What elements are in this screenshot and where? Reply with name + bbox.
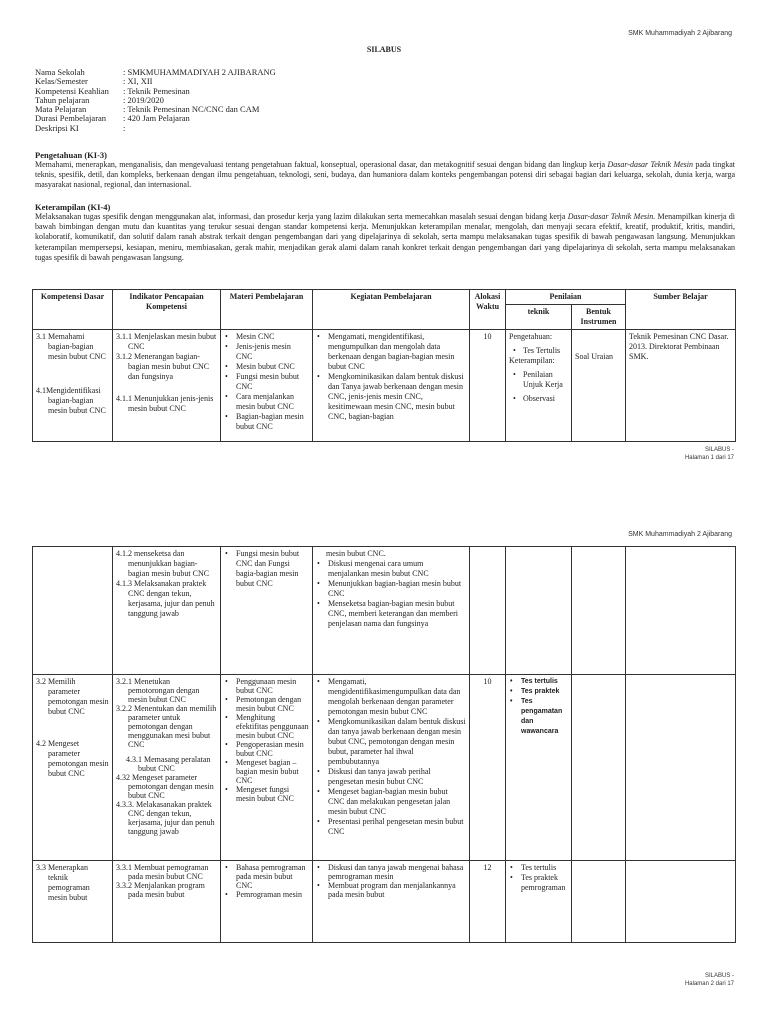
table-row: [33, 675, 736, 861]
teknik-item: • Penilaian Unjuk Kerja: [523, 370, 568, 390]
ipk-item: 4.1.1 Menunjukkan jenis-jenis mesin bubut CNC: [116, 394, 214, 413]
teknik-item: • Tes Tertulis: [523, 346, 568, 356]
materi-item: • Cara menjalankan mesin bubut CNC: [234, 392, 309, 412]
info-value: : 420 Jam Pelajaran: [123, 113, 190, 124]
teknik-cell: [506, 330, 572, 442]
bentuk-cell: [572, 675, 626, 861]
kegiatan-item: • Mengkomunikasikan dalam bentuk diskusi dan tanya jawab berkenaan dengan mesin bubut CNC, pemotongan dengan mesin bubut, parameter hal ihwal pembubutannya: [326, 717, 466, 767]
bentuk-cell: [572, 547, 626, 675]
info-label: Kelas/Semester: [35, 76, 88, 87]
kegiatan-cell: [313, 861, 470, 943]
document-page-1: [0, 0, 768, 480]
bentuk-cell: [572, 861, 626, 943]
table-row: [33, 330, 736, 442]
teknik-label: Pengetahuan:: [509, 332, 553, 341]
kegiatan-cell: [313, 675, 470, 861]
header-teknik: teknik: [506, 305, 572, 330]
materi-item: • Mesin bubut CNC: [234, 362, 309, 372]
materi-cell: [221, 547, 313, 675]
ipk-item: 3.1.2 Menerangan bagian-bagian mesin bubut CNC dan fungsinya: [116, 352, 210, 381]
materi-item: • Fungsi mesin bubut CNC dan Fungsi bagia-bagian mesin bubut CNC: [234, 549, 309, 589]
info-table: [35, 68, 276, 133]
ipk-item: 4.3.3. Melakasanakan praktek CNC dengan tekun, kerjasama, jujur dan penuh tanggung jawab: [116, 800, 215, 836]
ki3-italic: Dasar-dasar Teknik Mesin: [607, 160, 693, 169]
header-bentuk: Bentuk Instrumen: [572, 305, 626, 330]
teknik-item: • Tes praktek pemrograman: [519, 873, 568, 893]
materi-item: • Bahasa pemrograman pada mesin bubut CNC: [234, 863, 309, 890]
footer-label: SILABUS -: [704, 973, 734, 979]
materi-item: • Bagian-bagian mesin bubut CNC: [234, 412, 309, 432]
kegiatan-item: • Membuat program dan menjalankannya pada mesin bubut: [326, 881, 466, 899]
kd-cell: [33, 675, 113, 861]
kegiatan-item: • Diskusi mengenai cara umum menjalankan mesin bubut CNC: [326, 559, 466, 579]
header-penilaian: Penilaian: [506, 290, 626, 305]
materi-item: • Pemotongan dengan mesin bubut CNC: [234, 695, 309, 713]
kd-cell: [33, 330, 113, 442]
teknik-cell: [506, 547, 572, 675]
ki4-title: Keterampilan (KI-4): [35, 202, 111, 212]
bentuk-text: Soal Uraian: [575, 352, 613, 361]
alokasi-cell: 10: [470, 675, 506, 861]
header-ipk: Indikator Pencapaian Kompetensi: [113, 290, 221, 330]
document-title: SILABUS: [366, 45, 402, 54]
materi-item: • Mesin CNC: [234, 332, 309, 342]
kd-item: 4.2 Mengeset parameter pemotongan mesin bubut CNC: [36, 739, 109, 778]
ipk-item: 4.1.2 menseketsa dan menunjukkan bagian-bagian mesin bubut CNC: [116, 549, 210, 578]
page-footer: [685, 972, 734, 988]
teknik-item: • Tes tertulis: [519, 677, 568, 687]
kd-cell: [33, 547, 113, 675]
table-row: [33, 547, 736, 675]
header-kd: Kompetensi Dasar: [33, 290, 113, 330]
footer-page-number: Halaman 1 dari 17: [684, 455, 734, 461]
alokasi-cell: 12: [470, 861, 506, 943]
ipk-cell: [113, 330, 221, 442]
kegiatan-item: • Diskusi dan tanya jawab perihal pengesetan mesin bubut CNC: [326, 767, 466, 787]
materi-item: • Mengeset fungsi mesin bubut CNC: [234, 785, 309, 803]
kd-item: 3.1 Memahami bagian-bagian mesin bubut CNC: [36, 332, 106, 361]
ipk-cell: [113, 675, 221, 861]
kegiatan-item: • Presentasi perihal pengesetan mesin bubut CNC: [326, 817, 466, 837]
kd-cell: [33, 861, 113, 943]
header-sumber: Sumber Belajar: [626, 290, 736, 330]
footer-page-number: Halaman 2 dari 17: [684, 981, 734, 987]
materi-item: • Fungsi mesin bubut CNC: [234, 372, 309, 392]
info-label: Kompetensi Keahlian: [35, 85, 109, 96]
sumber-cell: [626, 547, 736, 675]
ipk-item: 4.1.3 Melaksanakan praktek CNC dengan tekun, kerjasama, jujur dan penuh tanggung jawab: [116, 579, 215, 618]
teknik-label: Keterampilan:: [509, 356, 555, 365]
document-page-2: [0, 520, 768, 1024]
materi-cell: [221, 330, 313, 442]
info-value: : XI, XII: [123, 76, 153, 87]
ki4-text-2: Menampilkan kinerja di bawah bimbingan dengan mutu dan kuantitas yang terukur sesuai dengan standar kompetensi kerja. Menunjukkan keterampilan menalar, mengolah, dan menyaji secara efektif, kreatif, produktif, kritis, mandiri, kolaboratif, komunikatif, dan solutif dalam ranah abstrak terkait dengan pengembangan dari yang dipelajarinya di sekolah, serta mampu melaksanakan tugas spesifik di bawah pengawasan langsung. Menunjukkan keterampilan mempersepsi, kesiapan, meniru, membiasakan, gerak mahir, menjadikan gerak alami dalam ranah konkret terkait dengan pengembangan dari yang dipelajarinya di sekolah, serta mampu melaksanakan tugas spesifik di bawah pengawasan langsung.: [35, 212, 736, 262]
info-value: : 2019/2020: [123, 94, 164, 105]
kegiatan-item: • Menunjukkan bagian-bagian mesin bubut CNC: [326, 579, 466, 599]
ipk-cell: [113, 861, 221, 943]
ipk-item: 3.2.2 Menentukan dan memilih parameter untuk pemotongan dengan menggunakan mesi bubut CNC: [116, 704, 217, 749]
syllabus-table: [32, 289, 736, 442]
page-footer: [685, 446, 734, 462]
materi-item: • Mengeset bagian – bagian mesin bubut CNC: [234, 758, 309, 785]
kd-item: 3.2 Memilih parameter pemotongan mesin bubut CNC: [36, 677, 109, 716]
teknik-item: • Tes pengamatan dan wawancara: [519, 697, 568, 737]
teknik-item: • Tes tertulis: [519, 863, 568, 873]
alokasi-cell: 10: [470, 330, 506, 442]
kegiatan-item: • Mengamati, mengidentifikasi, mengumpulkan dan mengolah data berkenaan dengan bagian-bagian mesin bubut CNC: [326, 332, 466, 372]
kd-item: 4.1Mengidentifikasi bagian-bagian mesin bubut CNC: [36, 386, 106, 415]
kegiatan-item: • Mengamati, mengidentifikasimengumpulkan data dan mengolah berkenaan dengan parameter pemotongan mesin bubut CNC: [326, 677, 466, 717]
page-gap: [0, 480, 768, 520]
ipk-item: 3.3.2 Menjalankan program pada mesin bubut: [116, 881, 205, 899]
teknik-cell: [506, 861, 572, 943]
ipk-item: 3.3.1 Membuat pemograman pada mesin bubut CNC: [116, 863, 209, 881]
ipk-cell: [113, 547, 221, 675]
ki3-text: Memahami, menerapkan, menganalisis, dan mengevaluasi tentang pengetahuan faktual, konseptual, operasional dasar, dan metakognitif sesuai dengan bidang dan lingkup kerja: [35, 160, 608, 169]
info-label: Nama Sekolah: [35, 67, 85, 77]
info-value: : Teknik Pemesinan: [123, 85, 190, 96]
table-row: [33, 861, 736, 943]
kegiatan-cell: [313, 547, 470, 675]
page-header: SMK Muhammadiyah 2 Ajibarang: [628, 531, 732, 538]
ipk-item: 3.2.1 Menetukan pemotorongan dengan mesin bubut CNC: [116, 677, 200, 704]
kegiatan-cell: [313, 330, 470, 442]
ki4-text: Melaksanakan tugas spesifik dengan menggunakan alat, informasi, dan prosedur kerja yang lazim dilakukan serta memecahkan masalah sesuai dengan bidang kerja: [35, 212, 568, 221]
ki4-paragraph: [35, 212, 735, 263]
header-alokasi: Alokasi Waktu: [470, 290, 506, 330]
header-materi: Materi Pembelajaran: [221, 290, 313, 330]
page-header: SMK Muhammadiyah 2 Ajibarang: [628, 30, 732, 37]
materi-item: • Menghitung efektifitas penggunaan mesin bubut CNC: [234, 713, 309, 740]
materi-item: • Pengoperasian mesin bubut CNC: [234, 740, 309, 758]
materi-item: • Penggunaan mesin bubut CNC: [234, 677, 309, 695]
kd-item: 3.3 Menerapkan teknik pemograman mesin bubut: [36, 863, 90, 902]
info-label: Mata Pelajaran: [35, 104, 87, 115]
info-value: : Teknik Pemesinan NC/CNC dan CAM: [123, 104, 260, 115]
materi-item: • Pemrograman mesin: [234, 890, 309, 899]
header-kegiatan: Kegiatan Pembelajaran: [313, 290, 470, 330]
materi-cell: [221, 675, 313, 861]
kegiatan-item: • Mengkominikasikan dalam bentuk diskusi dan Tanya jawab berkenaan dengan mesin CNC, jenis-jenis mesin CNC, kesitimewaan mesin CNC, mesin bubut CNC, bagian-bagian: [326, 372, 466, 422]
materi-item: • Jenis-jenis mesin CNC: [234, 342, 309, 362]
ipk-item: 4.32 Mengeset parameter pemotongan dengan mesin bubut CNC: [116, 773, 214, 800]
teknik-cell: [506, 675, 572, 861]
ipk-item: 3.1.1 Menjelaskan mesin bubut CNC: [116, 332, 217, 351]
sumber-cell: [626, 675, 736, 861]
ki3-title: Pengetahuan (KI-3): [35, 150, 108, 160]
teknik-item: • Tes praktek: [519, 687, 568, 697]
ipk-item: 4.3.1 Memasang peralatan bubut CNC: [126, 755, 211, 773]
ki4-italic: Dasar-dasar Teknik Mesin.: [567, 212, 656, 221]
syllabus-table-continued: [32, 546, 736, 943]
materi-cell: [221, 861, 313, 943]
info-label: Tahun pelajaran: [35, 94, 90, 105]
ki3-text-2: pada tingkat teknis, spesifik, detil, dan kompleks, berkenaan dengan ilmu pengetahuan, teknologi, seni, budaya, dan humaniora dalam konteks pengembangan potensi diri sebagai bagian dari keluarga, sekolah, dunia kerja, warga masyarakat nasional, regional, dan internasional.: [35, 160, 736, 190]
teknik-item: • Observasi: [523, 394, 568, 404]
footer-label: SILABUS -: [704, 447, 734, 453]
sumber-cell: Teknik Pemesinan CNC Dasar. 2013. Direktorat Pembinaan SMK.: [626, 330, 736, 442]
kegiatan-item: • Diskusi dan tanya jawab mengenai bahasa pemrograman mesin: [326, 863, 466, 881]
kegiatan-text: mesin bubut CNC.: [326, 549, 386, 558]
info-label: Durasi Pembelajaran: [35, 113, 107, 124]
kegiatan-item: • Mengeset bagian-bagian mesin bubut CNC dan melakukan pengesetan jalan mesin bubut CNC: [326, 787, 466, 817]
info-value: : SMKMUHAMMADIYAH 2 AJIBARANG: [123, 67, 276, 77]
ki3-paragraph: [35, 160, 735, 191]
kegiatan-item: • Menseketsa bagian-bagian mesin bubut CNC, memberi keterangan dan memberi penjelasan nama dan fungsinya: [326, 599, 466, 629]
bentuk-cell: [572, 330, 626, 442]
alokasi-cell: [470, 547, 506, 675]
info-label: Deskripsi KI: [35, 122, 79, 133]
info-value: :: [123, 122, 126, 133]
sumber-cell: [626, 861, 736, 943]
